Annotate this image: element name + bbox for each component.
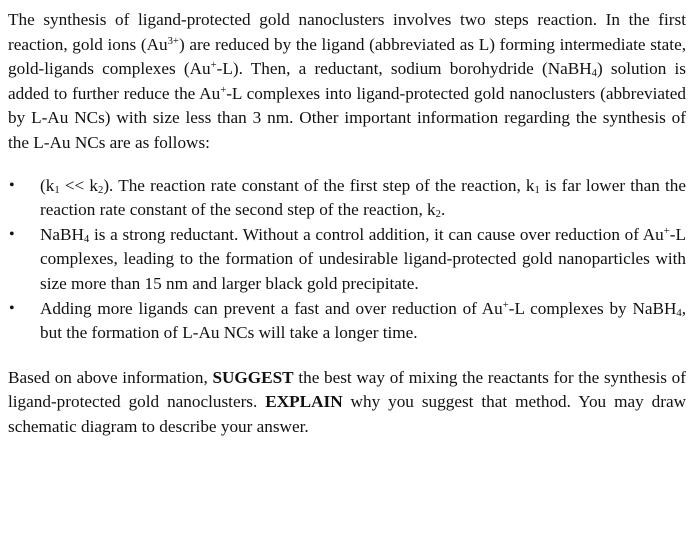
- intro-text-3: -L). Then, a reductant, sodium borohydride (NaBH: [216, 59, 592, 79]
- bullet-item-rate-constants: [8, 174, 686, 223]
- au-plus-charge: +: [220, 84, 227, 96]
- k-subscript: 2: [98, 184, 104, 196]
- bullet-item-more-ligands: [8, 297, 686, 346]
- bullet-text: ). The reaction rate constant of the first step of the reaction, k: [103, 175, 535, 195]
- bullet-marker: •: [9, 225, 15, 243]
- bullet-marker: •: [9, 176, 15, 194]
- bullet-item-nabh4-reductant: [8, 223, 686, 297]
- nabh4-subscript: 4: [591, 68, 597, 80]
- au3-charge: 3+: [167, 35, 179, 47]
- k-subscript: 1: [534, 184, 540, 196]
- au-plus-charge: +: [663, 225, 670, 237]
- nabh4-subscript: 4: [83, 233, 90, 245]
- nabh4-subscript: 4: [676, 307, 682, 319]
- intro-text-4: ) solution is added to further reduce the Au: [8, 59, 686, 103]
- bullet-text: (k: [40, 175, 55, 195]
- explain-keyword: EXPLAIN: [265, 392, 343, 412]
- k-subscript: 2: [435, 209, 441, 221]
- question-text: Based on above information,: [8, 367, 213, 387]
- bullet-text: is a strong reductant. Without a control addition, it can cause over reduction of Au: [89, 224, 664, 244]
- bullet-text: Adding more ligands can prevent a fast and over reduction of Au: [40, 298, 503, 318]
- au-plus-charge: +: [210, 60, 217, 72]
- question-text: the best way of mixing the reactants for the synthesis of ligand-protected gold nanoclusters.: [8, 367, 686, 412]
- info-bullet-list: [8, 174, 686, 346]
- bullet-text: NaBH: [40, 224, 84, 244]
- document-body: [8, 8, 686, 440]
- k-subscript: 1: [54, 184, 60, 196]
- bullet-marker: •: [9, 299, 15, 317]
- bullet-text: , but the formation of L-Au NCs will take a longer time.: [40, 298, 686, 343]
- au-plus-charge: +: [502, 299, 509, 311]
- intro-text-5: -L complexes into ligand-protected gold nanoclusters (abbreviated by L-Au NCs) with size less than 3 nm. Other important information regarding the synthesis of the L-Au NCs are as follows:: [8, 83, 686, 152]
- bullet-text: << k: [59, 175, 98, 195]
- bullet-text: .: [440, 200, 446, 220]
- intro-text-2: ) are reduced by the ligand (abbreviated as L) forming intermediate state, gold-ligands complexes (Au: [8, 34, 686, 79]
- bullet-text: -L complexes, leading to the formation of undesirable ligand-protected gold nanoparticles with size more than 15 nm and larger black gold precipitate.: [40, 224, 686, 293]
- question-text: why you suggest that method. You may draw schematic diagram to describe your answer.: [8, 392, 686, 436]
- question-paragraph: [8, 366, 686, 440]
- intro-text-1: The synthesis of ligand-protected gold nanoclusters involves two steps reaction. In the first reaction, gold ions (Au: [8, 10, 686, 54]
- bullet-text: is far lower than the reaction rate constant of the second step of the reaction, k: [40, 175, 686, 220]
- intro-paragraph: [8, 8, 686, 156]
- bullet-text: -L complexes by NaBH: [508, 298, 677, 318]
- suggest-keyword: SUGGEST: [212, 367, 294, 387]
